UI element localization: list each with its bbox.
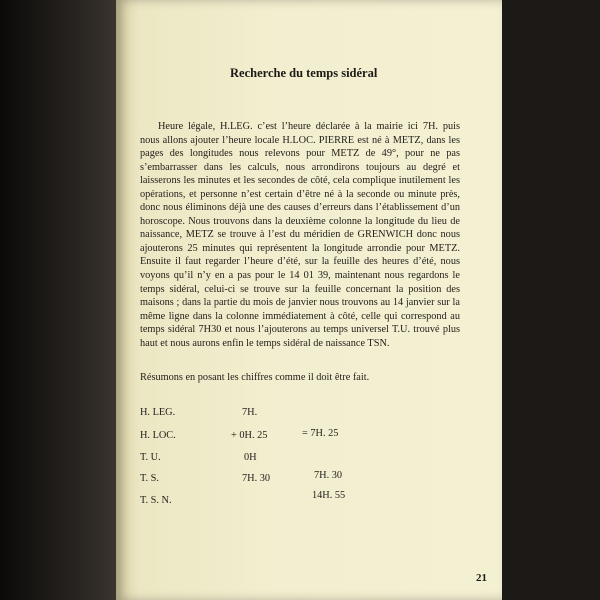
paragraph-line: temps sidéral 7H30 et nous l’ajouterons au temps universel T.U. trouvé plus (140, 324, 460, 336)
paragraph-line: nous allons ajouter l’heure locale H.LOC. PIERRE est né à METZ, dans les (140, 134, 460, 146)
paragraph-line: horoscope. Nous trouvons dans la deuxième colonne la longitude du lieu de (140, 215, 460, 227)
paragraph-line: laisserons les minutes et les secondes de côté, cela complique inutilement les (140, 175, 460, 187)
summary-intro: Résumons en posant les chiffres comme il doit être fait. (140, 372, 370, 383)
paragraph-line: haut et nous aurons enfin le temps sidéral de naissance TSN. (140, 337, 390, 349)
paragraph-line: maisons ; dans la partie du mois de janvier nous trouvons au 14 janvier sur la (140, 297, 460, 309)
table-value: 7H. (242, 407, 258, 418)
paragraph-line: voyons qu’il n’y en a pas pour le 14 01 39, maintenant nous regardons le (140, 270, 460, 282)
table-label: T. S. N. (140, 495, 172, 506)
paragraph-line: opérations, et personne n’est certain d’être né à la seconde ou minute près, (140, 188, 460, 200)
table-value: 0H (244, 452, 257, 463)
page-title: Recherche du temps sidéral (230, 66, 378, 80)
paragraph-line: ajouterons 25 minutes qui représentent la longitude arrondie pour METZ. (140, 242, 460, 254)
background-right (502, 0, 600, 600)
table-value: + 0H. 25 (231, 430, 268, 441)
paragraph-line: pages des longitudes nous relevons pour METZ de 49°, pour ne pas (140, 148, 460, 160)
table-result: = 7H. 25 (302, 428, 339, 439)
paragraph-line: donc nous éliminons déjà une des causes d’erreurs dans l’établissement d’un (140, 202, 460, 214)
page-number: 21 (476, 572, 487, 584)
paragraph-line: naissance, METZ se trouve à l’est du méridien de GRENWICH donc nous (140, 229, 460, 241)
paragraph-line: Heure légale, H.LEG. c’est l’heure déclarée à la mairie ici 7H. puis (158, 121, 460, 132)
body-paragraph (140, 120, 460, 350)
paragraph-line: Ensuite il faut regarder l’heure d’été, sur la feuille des heures d’été, nous (140, 256, 460, 268)
table-label: T. S. (140, 473, 159, 484)
table-result: 14H. 55 (312, 490, 346, 501)
paragraph-line: s’embarrasser dans les calculs, nous arrondirons toujours au degré et (140, 161, 460, 173)
table-value: 7H. 30 (242, 473, 271, 484)
book-page (116, 0, 502, 600)
table-label: H. LEG. (140, 407, 176, 418)
book-gutter-shadow (0, 0, 118, 600)
paragraph-line: même ligne dans la colonne immédiatement à côté, celle qui correspond au (140, 310, 460, 322)
paragraph-line: temps sidéral, celui-ci se trouve sur la feuille concernant la position des (140, 283, 460, 295)
table-label: T. U. (140, 452, 161, 463)
table-result: 7H. 30 (314, 470, 343, 481)
table-label: H. LOC. (140, 430, 176, 441)
